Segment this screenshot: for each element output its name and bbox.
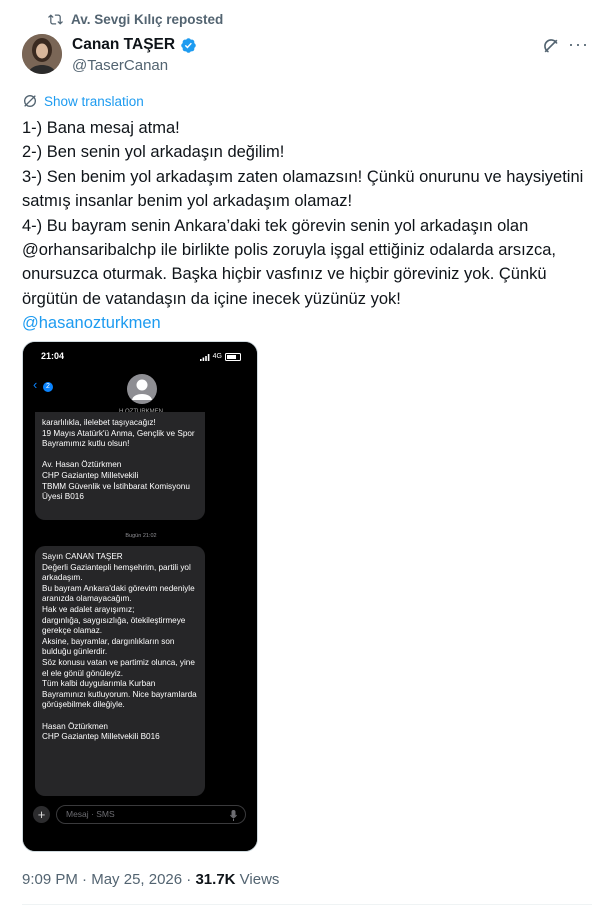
avatar[interactable] (22, 34, 62, 74)
message-bubble: kararlılıkla, ilelebet taşıyacağız! 19 Mayıs Atatürk'ü Anma, Gençlik ve Spor Bayramımız kutlu olsun! Av. Hasan Öztürkmen CHP Gaziantep Milletvekili TBMM Güvenlik ve İstihbarat Komisyonu Üyesi B016 (35, 412, 205, 520)
message-date: Bugün 21:02 (125, 533, 157, 539)
show-translation-label: Show translation (44, 93, 144, 109)
battery-icon (225, 353, 241, 361)
meta-separator: · (82, 871, 88, 888)
views-label: Views (239, 871, 280, 888)
meta-separator: · (186, 871, 192, 888)
network-label: 4G (212, 353, 222, 360)
repost-indicator[interactable] (48, 12, 223, 27)
message-input-placeholder: Mesaj · SMS (66, 809, 115, 819)
tweet-text (22, 116, 592, 336)
translate-icon (22, 93, 38, 109)
verified-badge-icon (180, 37, 197, 54)
more-options-button[interactable]: ··· (568, 34, 589, 54)
mention-link[interactable]: @hasanozturkmen (22, 314, 161, 333)
contact-avatar-icon (127, 374, 157, 404)
phone-status-icons (200, 352, 241, 363)
tweet-date[interactable]: May 25, 2026 (91, 871, 183, 888)
tweet-media-image[interactable] (22, 341, 258, 852)
tweet-line: 4-) Bu bayram senin Ankara’daki tek görevin senin yol arkadaşın olan @orhansaribalchp ile birlikte polis zoruyla işgal ettiğiniz odalarda arsızca, onursuzca oturmak. Başka hiçbir vasfınız ve hiçbir göreviniz yok. Çünkü örgütün de vatandaşın da içine inecek yüzünüz yok! (22, 216, 557, 308)
tweet-line: 1-) Bana mesaj atma! (22, 119, 180, 137)
microphone-icon (230, 810, 237, 821)
message-input (56, 805, 246, 824)
plus-icon: + (33, 806, 50, 823)
unread-badge: 2 (43, 382, 53, 392)
tweet-meta (22, 871, 279, 888)
tweet-time[interactable]: 9:09 PM (22, 871, 78, 888)
author-name[interactable]: Canan TAŞER (72, 36, 176, 53)
phone-time: 21:04 (41, 351, 65, 361)
tweet-line: 3-) Sen benim yol arkadaşım zaten olamazsın! Çünkü onurunu ve haysiyetini satmış insanlar benim yol arkadaşım olamaz! (22, 167, 584, 211)
sms-screenshot (23, 342, 257, 851)
divider (22, 904, 592, 905)
back-chevron-icon: ‹ (33, 377, 38, 392)
repost-icon (48, 12, 63, 27)
repost-label: Av. Sevgi Kılıç reposted (71, 12, 224, 27)
message-input-bar (31, 804, 251, 826)
show-translation-link[interactable] (22, 93, 144, 109)
views-count: 31.7K (195, 871, 236, 888)
author-name-row[interactable] (72, 36, 197, 54)
message-bubble: Sayın CANAN TAŞER Değerli Gaziantepli hemşehrim, partili yol arkadaşım. Bu bayram Ankara'daki görevim nedeniyle aranızda olamayacağım. Hak ve adalet arayışımız; dargınlığa, saygısızlığa, ötekileştirmeye gerekçe olamaz. Aksine, bayramlar, dargınlıkların son bulduğu günlerdir. Söz konusu vatan ve partimiz olunca, yine el ele gönül gönüleyiz. Tüm kalbi duygularımla Kurban Bayramınızı kutluyorum. Nice bayramlarda görüşebilmek dileğiyle. Hasan Öztürkmen CHP Gaziantep Milletvekili B016 (35, 546, 205, 796)
author-handle[interactable]: @TaserCanan (72, 57, 169, 74)
tweet-line: 2-) Ben senin yol arkadaşın değilim! (22, 143, 285, 162)
grok-icon[interactable] (541, 36, 561, 56)
signal-icon (200, 354, 210, 361)
